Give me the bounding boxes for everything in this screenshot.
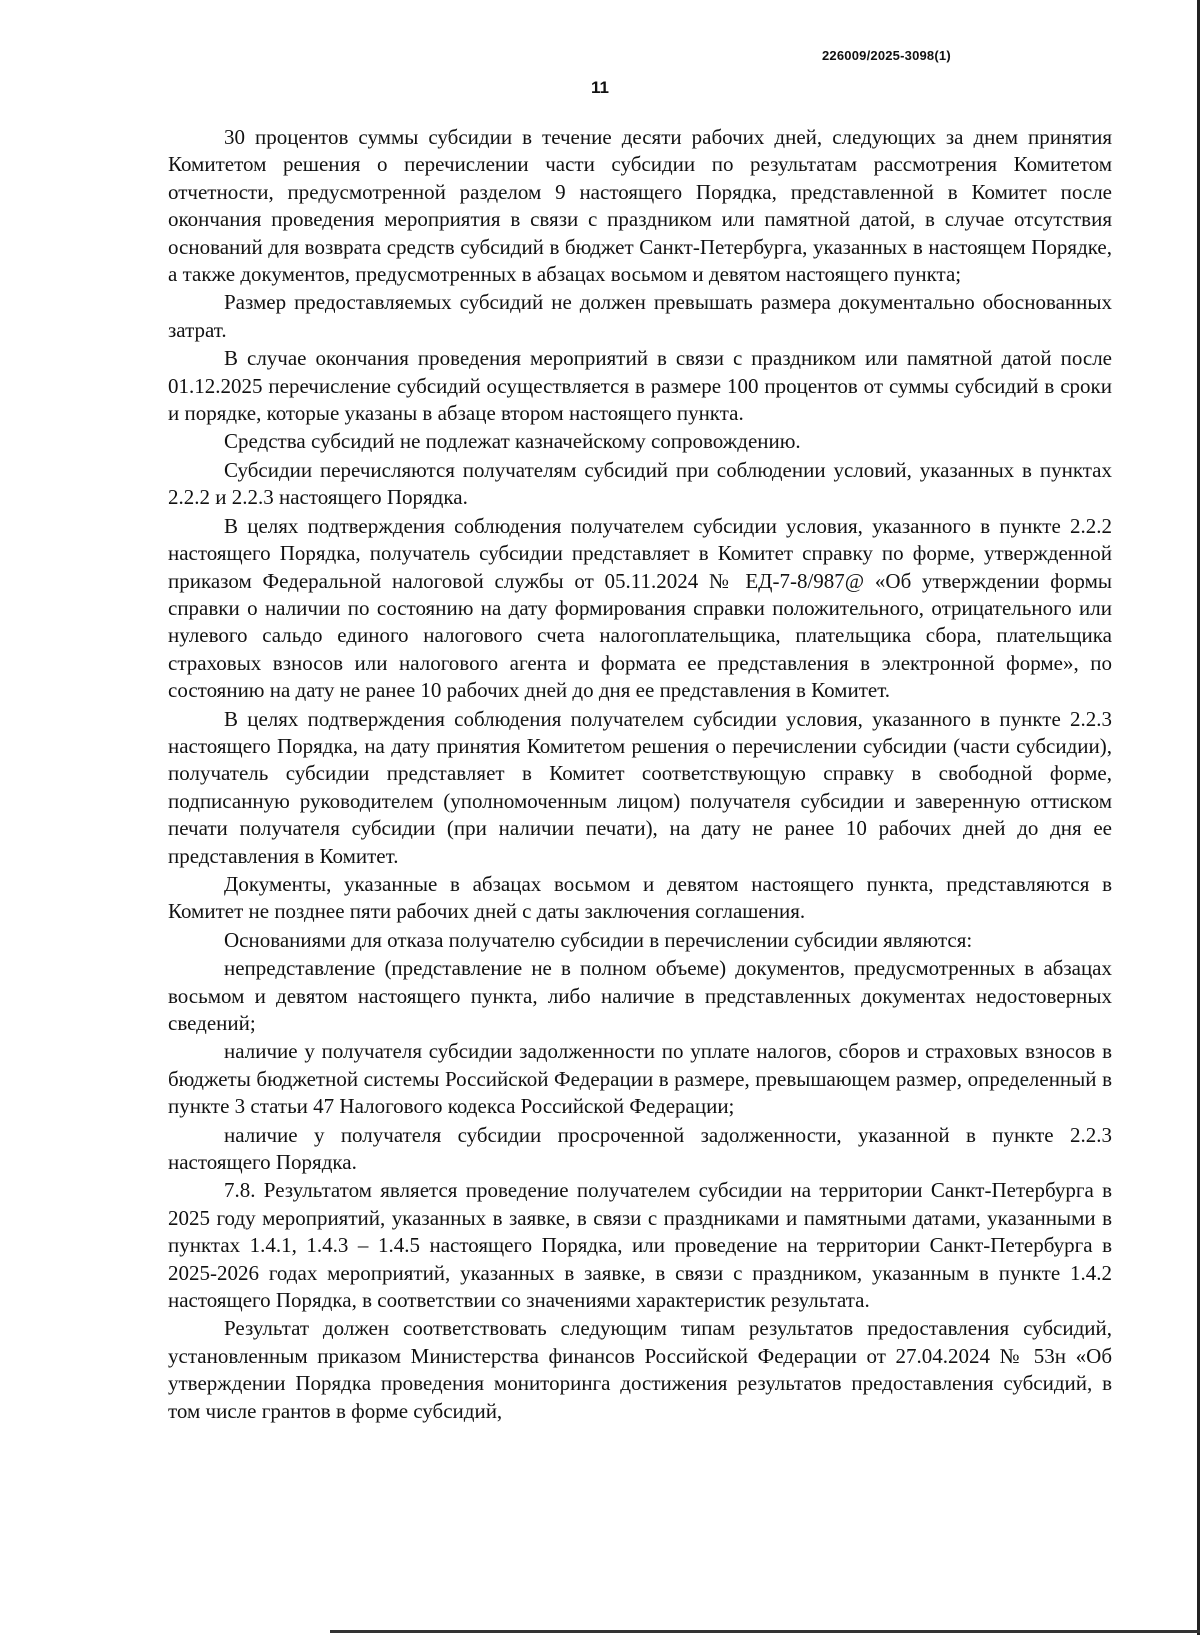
paragraph: Размер предоставляемых субсидий не должен превышать размера документально обоснованных затрат. — [168, 290, 1112, 342]
paragraph: наличие у получателя субсидии просроченной задолженности, указанной в пункте 2.2.3 настоящего Порядка. — [168, 1122, 1112, 1175]
paragraph: Субсидии перечисляются получателям субсидий при соблюдении условий, указанных в пунктах 2.2.2 и 2.2.3 настоящего Порядка. — [168, 457, 1112, 510]
paragraph: 7.8. Результатом является проведение получателем субсидии на территории Санкт-Петербурга в 2025 году мероприятий, указанных в заявке, в связи с праздниками и памятными датами, указанными в пунктах 1.4.1, 1.4.3 – 1.4.5 настоящего Порядка, или проведение на территории Санкт-Петербурга в 2025-2026 годах мероприятий, указанных в заявке, в связи с праздником, указанным в пункте 1.4.2 настоящего Порядка, в соответствии со значениями характеристик результата. — [168, 1178, 1112, 1313]
page-number: 11 — [591, 78, 609, 97]
paragraph: непредставление (представление не в полном объеме) документов, предусмотренных в абзацах восьмом и девятом настоящего пункта, либо наличие в представленных документах недостоверных сведений; — [168, 956, 1112, 1035]
paragraph: Средства субсидий не подлежат казначейскому сопровождению. — [224, 429, 801, 454]
document-body — [168, 124, 1112, 1426]
paragraph: В случае окончания проведения мероприятий в связи с праздником или памятной датой после 01.12.2025 перечисление субсидий осуществляется в размере 100 процентов от суммы субсидий в сроки и порядке, которые указаны в абзаце втором настоящего пункта. — [168, 346, 1112, 426]
paragraph: Основаниями для отказа получателю субсидии в перечислении субсидии являются: — [224, 927, 973, 952]
paragraph: Результат должен соответствовать следующим типам результатов предоставления субсидий, установленным приказом Министерства финансов Российской Федерации от 27.04.2024 № 53н «Об утверждении Порядка проведения мониторинга достижения результатов предоставления субсидий, в том числе грантов в форме субсидий, — [168, 1316, 1112, 1423]
paragraph: наличие у получателя субсидии задолженности по уплате налогов, сборов и страховых взносов в бюджеты бюджетной системы Российской Федерации в размере, превышающем размер, определенный в пункте 3 статьи 47 Налогового кодекса Российской Федерации; — [168, 1039, 1112, 1119]
paragraph: 30 процентов суммы субсидии в течение десяти рабочих дней, следующих за днем принятия Комитетом решения о перечислении части субсидии по результатам рассмотрения Комитетом отчетности, предусмотренной разделом 9 настоящего Порядка, представленной в Комитет после окончания проведения мероприятия в связи с праздником или памятной датой, в случае отсутствия оснований для возврата средств субсидий в бюджет Санкт-Петербурга, указанных в настоящем Порядке, а также документов, предусмотренных в абзацах восьмом и девятом настоящего пункта; — [168, 125, 1112, 287]
paragraph: Документы, указанные в абзацах восьмом и девятом настоящего пункта, представляются в Комитет не позднее пяти рабочих дней с даты заключения соглашения. — [168, 871, 1112, 924]
paragraph: В целях подтверждения соблюдения получателем субсидии условия, указанного в пункте 2.2.2 настоящего Порядка, получатель субсидии представляет в Комитет справку по форме, утвержденной приказом Федеральной налоговой службы от 05.11.2024 № ЕД-7-8/987@ «Об утверждении формы справки о наличии по состоянию на дату формирования справки положительного, отрицательного или нулевого сальдо единого налогового счета налогоплательщика, плательщика сбора, плательщика страховых взносов или налогового агента и формата ее представления в электронной форме», по состоянию на дату не ранее 10 рабочих дней до дня ее представления в Комитет. — [168, 513, 1112, 703]
document-registration-number: 226009/2025-3098(1) — [822, 48, 951, 63]
paragraph: В целях подтверждения соблюдения получателем субсидии условия, указанного в пункте 2.2.3 настоящего Порядка, на дату принятия Комитетом решения о перечислении субсидии (части субсидии), получатель субсидии представляет в Комитет соответствующую справку в свободной форме, подписанную руководителем (уполномоченным лицом) получателя субсидии и заверенную оттиском печати получателя субсидии (при наличии печати), на дату не ранее 10 рабочих дней до дня ее представления в Комитет. — [168, 706, 1112, 868]
scan-bottom-line — [330, 1630, 1200, 1633]
